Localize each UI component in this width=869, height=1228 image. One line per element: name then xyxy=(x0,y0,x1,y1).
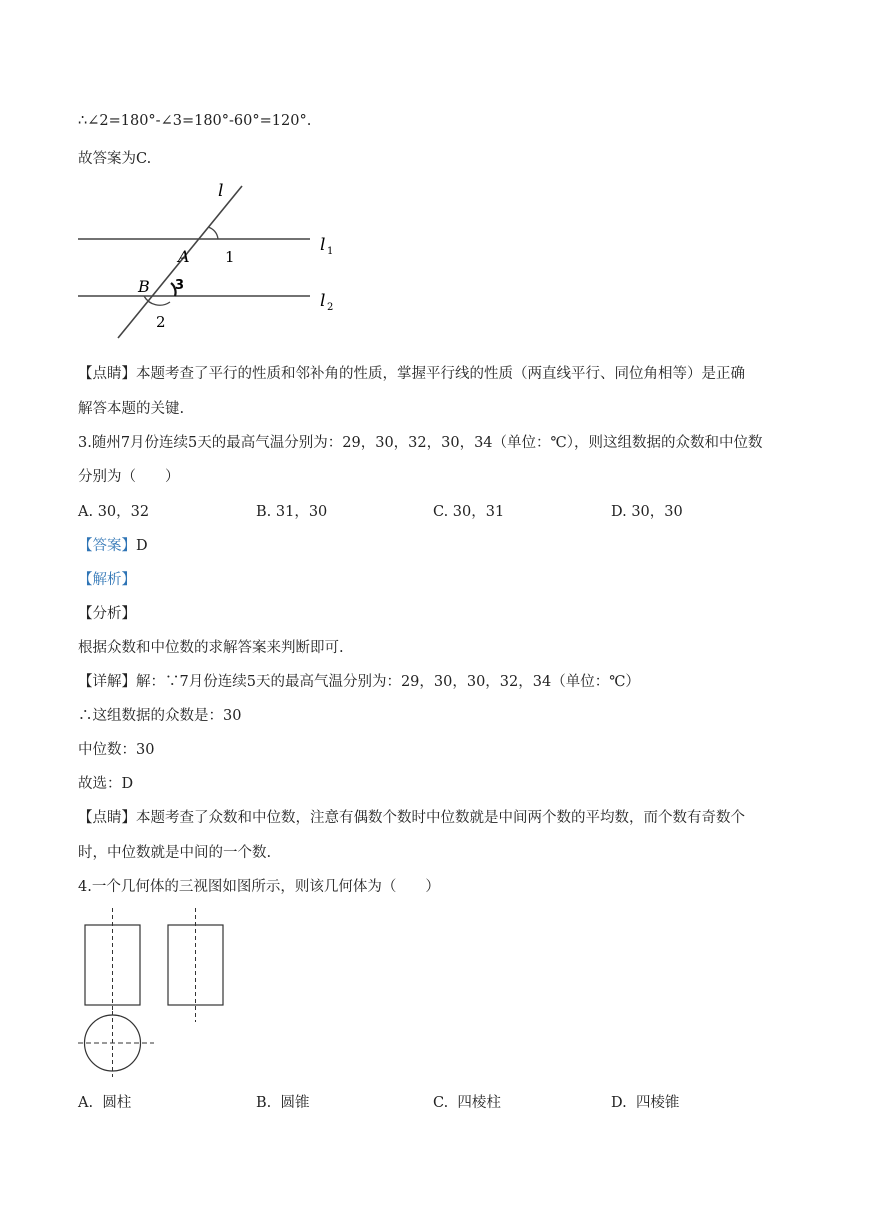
label-A: A xyxy=(178,247,190,266)
label-angle-3: 3 xyxy=(175,278,185,293)
q3-fenxi-tag: 【分析】 xyxy=(78,606,136,622)
q3-median: 中位数：30 xyxy=(78,742,155,758)
label-angle-2: 2 xyxy=(156,313,166,331)
q3-comment-line1: 【点睛】本题考查了众数和中位数，注意有偶数个数时中位数就是中间两个数的平均数，而个数有奇数个 xyxy=(78,810,745,826)
label-l: l xyxy=(218,181,224,201)
label-angle-1: 1 xyxy=(225,248,235,266)
q4-option-c: C. 四棱柱 xyxy=(433,1095,501,1111)
q3-mode: ∴这组数据的众数是：30 xyxy=(78,708,242,724)
q3-stem-line2: 分别为（ ） xyxy=(78,469,180,485)
q4-option-b: B. 圆锥 xyxy=(256,1095,310,1111)
q3-option-b: B. 31，30 xyxy=(256,504,328,520)
label-l2: l xyxy=(320,291,326,311)
parallel-lines-figure xyxy=(70,178,350,343)
three-views-figure xyxy=(74,905,244,1085)
q4-option-d: D. 四棱锥 xyxy=(611,1095,680,1111)
solution-line-angle2: ∴∠2=180°-∠3=180°-60°=120°. xyxy=(78,113,312,129)
angle-2-arc xyxy=(144,296,170,305)
q4-stem: 4.一个几何体的三视图如图所示，则该几何体为（ ） xyxy=(78,879,440,895)
q3-stem-line1: 3.随州7月份连续5天的最高气温分别为：29，30，32，30，34（单位：℃），则这组数据的众数和中位数 xyxy=(78,435,763,451)
q3-fenxi-text: 根据众数和中位数的求解答案来判断即可. xyxy=(78,640,344,656)
q4-option-a: A. 圆柱 xyxy=(78,1095,132,1111)
comment-prev-line2: 解答本题的关键. xyxy=(78,401,185,417)
q3-analysis-tag: 【解析】 xyxy=(78,572,136,588)
q3-comment-line2: 时，中位数就是中间的一个数. xyxy=(78,845,272,861)
label-l2-sub: 2 xyxy=(327,302,334,313)
q3-option-d: D. 30，30 xyxy=(611,504,683,520)
q3-choice: 故选：D xyxy=(78,776,134,792)
q3-option-c: C. 30，31 xyxy=(433,504,505,520)
q3-option-a: A. 30，32 xyxy=(78,504,150,520)
label-l1: l xyxy=(320,235,326,255)
q3-answer: 【答案】D xyxy=(78,538,148,554)
solution-answer-c: 故答案为C. xyxy=(78,151,152,167)
label-l1-sub: 1 xyxy=(327,246,334,257)
q3-detail: 【详解】解：∵7月份连续5天的最高气温分别为：29，30，30，32，34（单位：℃） xyxy=(78,674,640,690)
angle-1-arc xyxy=(208,227,218,239)
label-B: B xyxy=(138,277,150,296)
comment-prev-line1: 【点睛】本题考查了平行的性质和邻补角的性质，掌握平行线的性质（两直线平行、同位角相等）是正确 xyxy=(78,366,745,382)
